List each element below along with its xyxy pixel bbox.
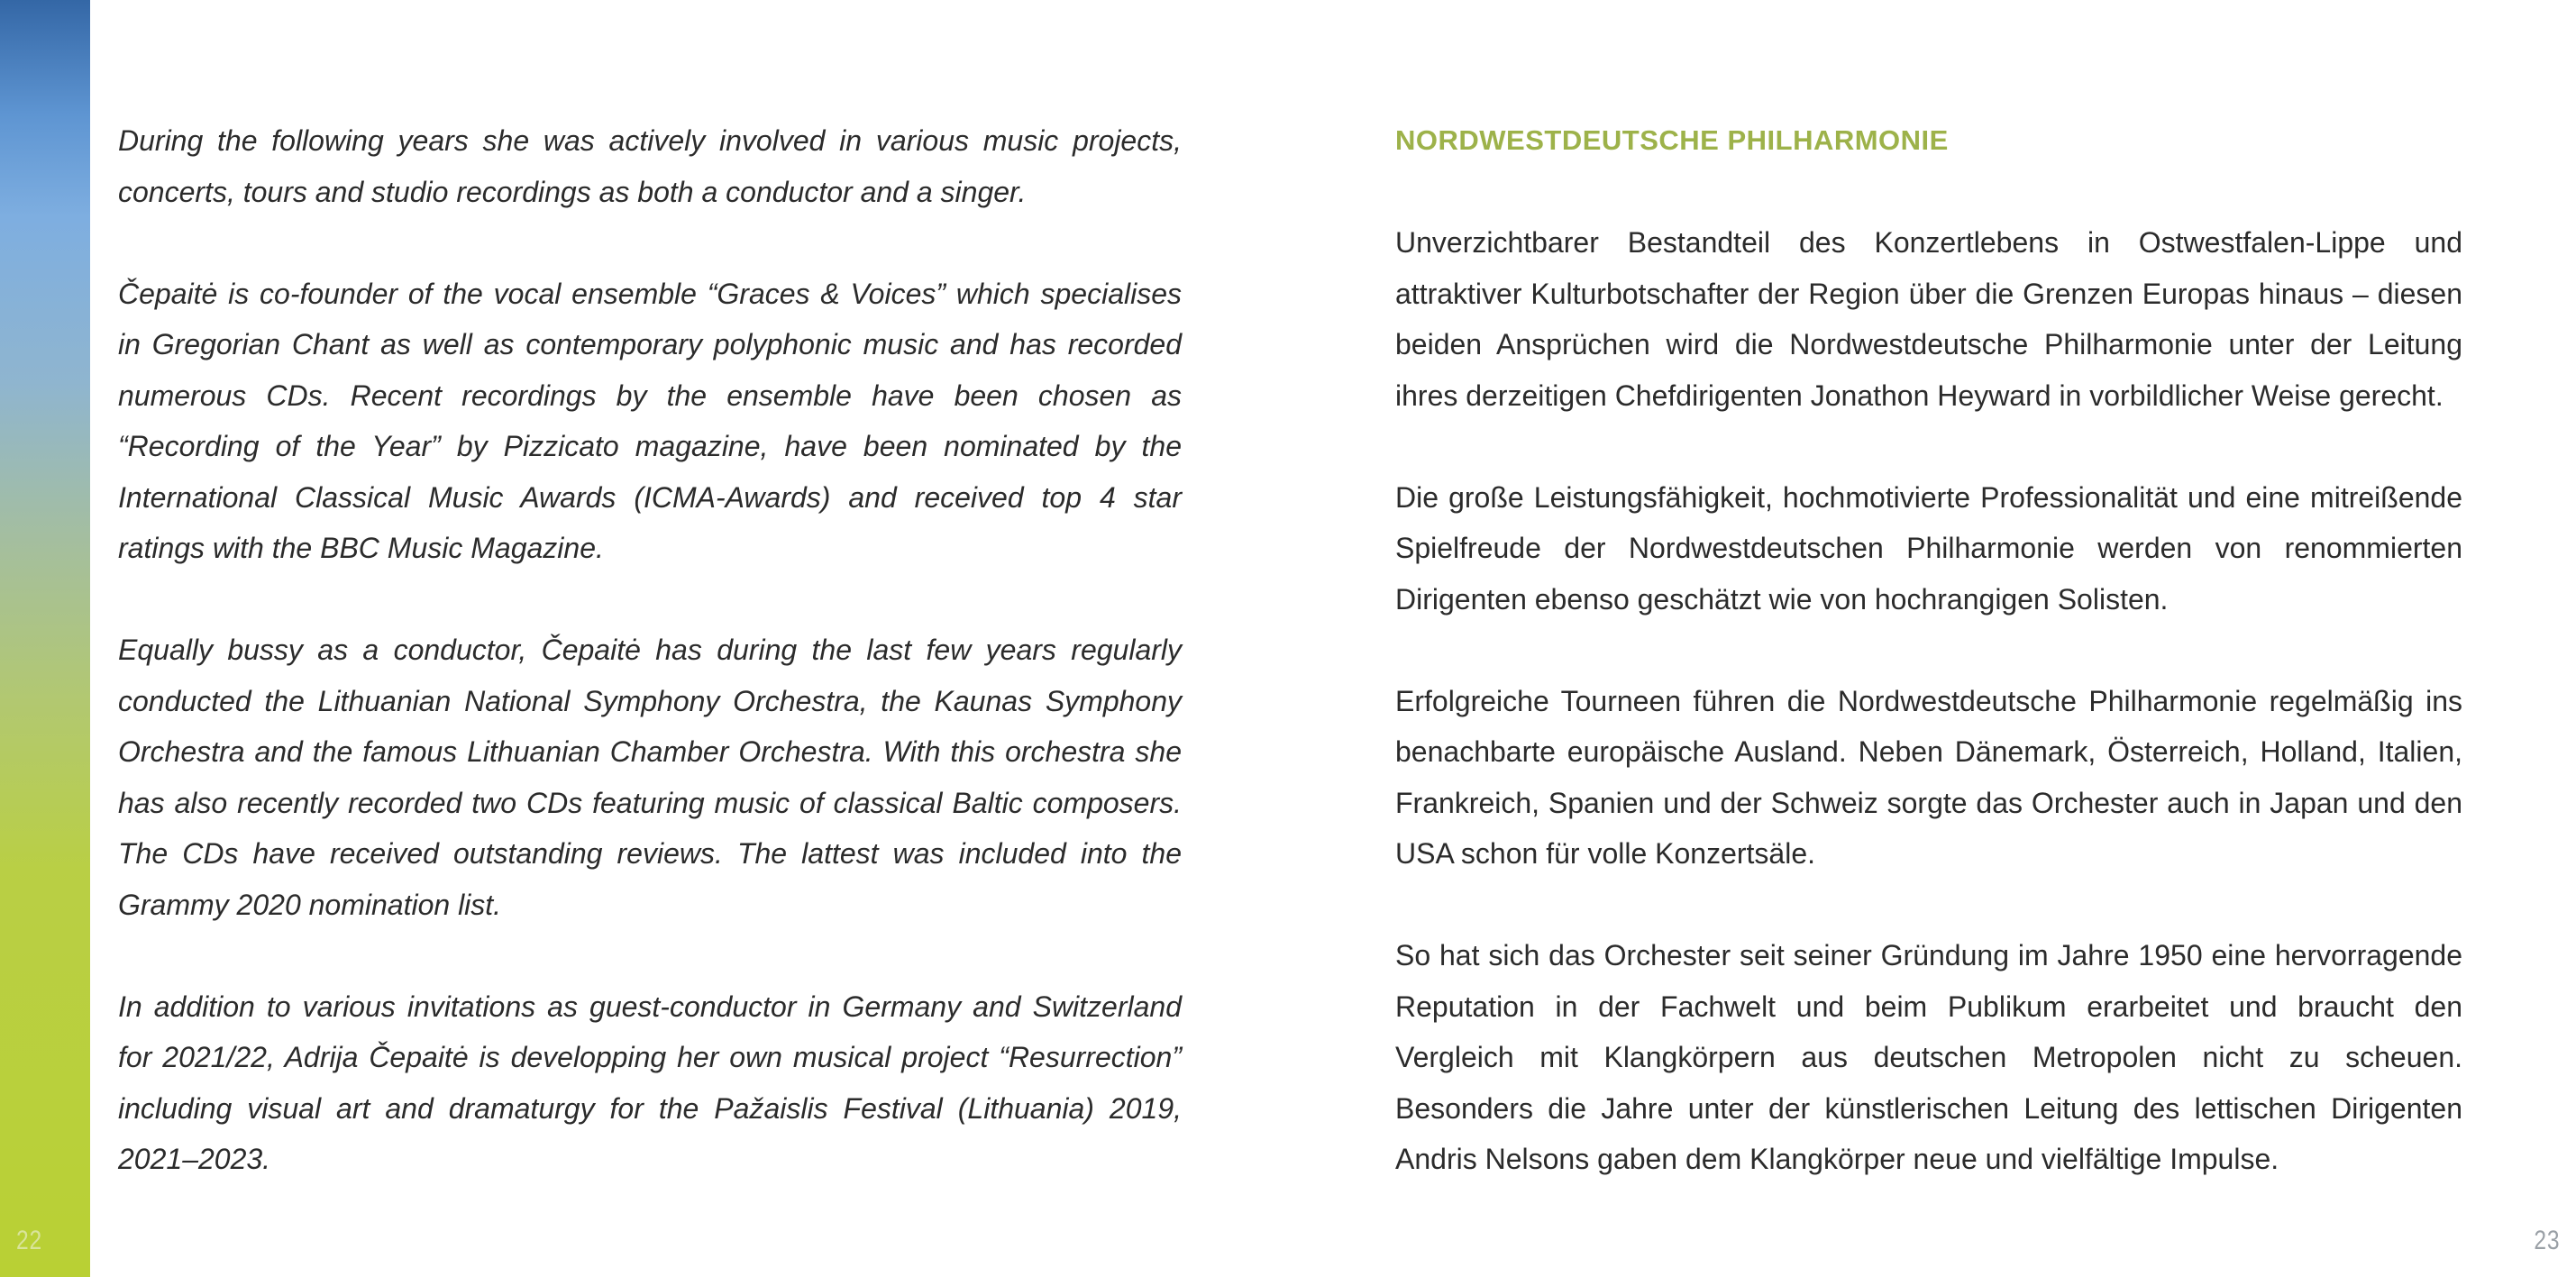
paragraph-conducting: Equally bussy as a conductor, Čepaitė has during the last few years regularly conducted the Lithuanian National Symphony Orchestra, the Kaunas Symphony Orchestra and the famous Lithuanian Chamber Orchestra. With this orchestra she has also recently recorded two CDs featuring music of classical Baltic composers. The CDs have received outstanding reviews. The lattest was included into the Grammy 2020 nomination list.: [118, 634, 1182, 921]
paragraph-performance: Die große Leistungsfähigkeit, hochmotivierte Professionalität und eine mitreißende Spielfreude der Nordwestdeutschen Philharmonie werden von renommierten Dirigenten ebenso geschätzt wie von hochrangigen Solisten.: [1395, 480, 2462, 616]
right-page-text: [1395, 115, 2462, 1236]
page-number-right: 23: [2533, 1226, 2560, 1255]
paragraph-intro: Unverzichtbarer Bestandteil des Konzertlebens in Ostwestfalen-Lippe und attraktiver Kulturbotschafter der Region über die Grenzen Europas hinaus – diesen beiden Ansprüchen wird die Nordwestdeutsche Philharmonie unter der Leitung ihres derzeitigen Chefdirigenten Jonathon Heyward in vorbildlicher Weise gerecht.: [1395, 226, 2462, 412]
paragraph-career: During the following years she was actively involved in various music projects, concerts, tours and studio recordings as both a conductor and a singer.: [118, 124, 1182, 208]
paragraph-history: So hat sich das Orchester seit seiner Gründung im Jahre 1950 eine hervorragende Reputation in der Fachwelt und beim Publikum erarbeitet und braucht den Vergleich mit Klangkörpern aus deutschen Metropolen nicht zu scheuen. Besonders die Jahre unter der künstlerischen Leitung des lettischen Dirigenten Andris Nelsons gaben dem Klangkörper neue und vielfältige Impulse.: [1395, 939, 2462, 1175]
section-heading: NORDWESTDEUTSCHE PHILHARMONIE: [1395, 124, 1949, 156]
page-number-left: 22: [16, 1226, 43, 1255]
left-page-text: [118, 115, 1182, 1236]
paragraph-tours: Erfolgreiche Tourneen führen die Nordwestdeutsche Philharmonie regelmäßig ins benachbarte europäische Ausland. Neben Dänemark, Österreich, Holland, Italien, Frankreich, Spanien und der Schweiz sorgte das Orchester auch in Japan und den USA schon für volle Konzertsäle.: [1395, 684, 2462, 870]
decorative-gradient-bar: [0, 0, 90, 1277]
paragraph-ensemble: Čepaitė is co-founder of the vocal ensemble “Graces & Voices” which specialises in Gregorian Chant as well as contemporary polyphonic music and has recorded numerous CDs. Recent recordings by the ensemble have been chosen as “Recording of the Year” by Pizzicato magazine, have been nominated by the International Classical Music Awards (ICMA-Awards) and received top 4 star ratings with the BBC Music Magazine.: [118, 277, 1182, 564]
paragraph-projects: In addition to various invitations as guest-conductor in Germany and Switzerland for 2021/22, Adrija Čepaitė is developping her own musical project “Resurrection” including visual art and dramaturgy for the Pažaislis Festival (Lithuania) 2019, 2021–2023.: [118, 990, 1182, 1175]
